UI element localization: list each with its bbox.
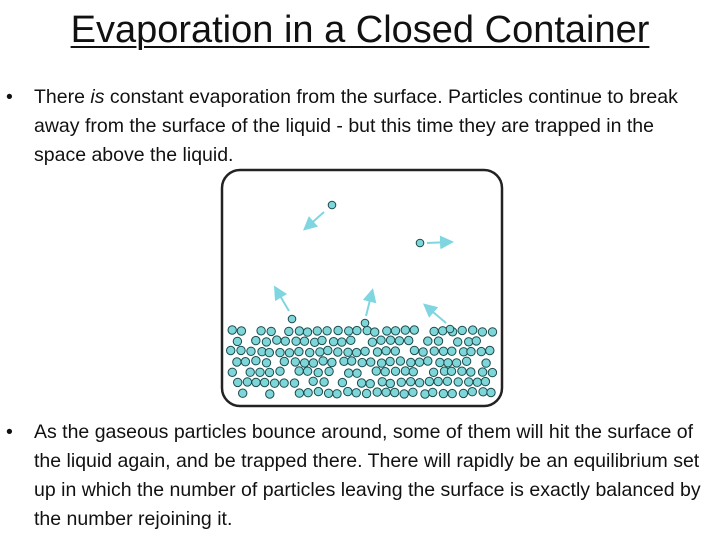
liquid-particle — [348, 357, 356, 365]
liquid-particle — [228, 368, 236, 376]
liquid-particle — [276, 348, 284, 356]
liquid-particle — [415, 379, 423, 387]
gas-particle — [446, 325, 454, 333]
liquid-particle — [448, 389, 456, 397]
liquid-particle — [407, 358, 415, 366]
liquid-particle — [429, 388, 437, 396]
gas-particle — [361, 319, 369, 327]
liquid-particle — [419, 348, 427, 356]
liquid-particle — [378, 378, 386, 386]
liquid-particle — [324, 346, 332, 354]
liquid-particle — [280, 357, 288, 365]
liquid-particle — [353, 326, 361, 334]
liquid-particle — [357, 379, 365, 387]
liquid-particle — [227, 346, 235, 354]
liquid-particle — [280, 379, 288, 387]
liquid-particle — [233, 358, 241, 366]
liquid-particle — [285, 349, 293, 357]
liquid-particle — [409, 388, 417, 396]
liquid-particle — [468, 388, 476, 396]
liquid-particle — [237, 346, 245, 354]
liquid-particle — [479, 388, 487, 396]
liquid-particle — [228, 326, 236, 334]
liquid-particle — [324, 389, 332, 397]
liquid-particle — [352, 389, 360, 397]
liquid-particle — [366, 380, 374, 388]
liquid-particle — [415, 358, 423, 366]
liquid-particle — [237, 327, 245, 335]
liquid-particle — [344, 348, 352, 356]
liquid-particle — [344, 387, 352, 395]
liquid-particle — [448, 347, 456, 355]
liquid-particle — [425, 377, 433, 385]
liquid-particle — [290, 379, 298, 387]
liquid-particle — [391, 388, 399, 396]
gas-particle — [288, 315, 296, 323]
liquid-particle — [478, 328, 486, 336]
liquid-particle — [340, 357, 348, 365]
liquid-particle — [316, 348, 324, 356]
liquid-particle — [473, 378, 481, 386]
liquid-particle — [465, 338, 473, 346]
bullet-evaporation — [6, 83, 706, 170]
liquid-particle — [477, 347, 485, 355]
liquid-particle — [262, 359, 270, 367]
liquid-particle — [447, 367, 455, 375]
liquid-particle — [391, 367, 399, 375]
liquid-particle — [291, 358, 299, 366]
liquid-particle — [267, 327, 275, 335]
liquid-particle — [401, 326, 409, 334]
liquid-particle — [328, 358, 336, 366]
liquid-particle — [260, 378, 268, 386]
liquid-particle — [303, 367, 311, 375]
liquid-particle — [434, 377, 442, 385]
liquid-particle — [319, 357, 327, 365]
liquid-particle — [300, 337, 308, 345]
liquid-particle — [338, 378, 346, 386]
liquid-particle — [439, 389, 447, 397]
liquid-particle — [265, 348, 273, 356]
liquid-particle — [383, 327, 391, 335]
liquid-particle — [488, 368, 496, 376]
liquid-particle — [439, 347, 447, 355]
liquid-particle — [233, 337, 241, 345]
liquid-particle — [410, 326, 418, 334]
liquid-particle — [488, 328, 496, 336]
liquid-particle — [345, 327, 353, 335]
liquid-particle — [462, 357, 470, 365]
liquid-particle — [454, 378, 462, 386]
liquid-particle — [482, 359, 490, 367]
liquid-particle — [334, 348, 342, 356]
liquid-particle — [465, 378, 473, 386]
liquid-particle — [281, 337, 289, 345]
liquid-particle — [243, 378, 251, 386]
liquid-particle — [391, 347, 399, 355]
liquid-particle — [401, 367, 409, 375]
slide-title: Evaporation in a Closed Container — [70, 9, 650, 51]
liquid-particle — [421, 390, 429, 398]
liquid-particle — [400, 390, 408, 398]
liquid-particle — [372, 367, 380, 375]
liquid-particle — [386, 357, 394, 365]
liquid-particle — [458, 367, 466, 375]
liquid-particle — [472, 337, 480, 345]
liquid-particle — [329, 338, 337, 346]
liquid-particle — [429, 368, 437, 376]
liquid-particle — [285, 327, 293, 335]
liquid-particle — [252, 378, 260, 386]
liquid-particle — [452, 359, 460, 367]
liquid-particle — [367, 358, 375, 366]
liquid-particle — [459, 389, 467, 397]
liquid-particle — [397, 378, 405, 386]
liquid-particle — [396, 357, 404, 365]
liquid-particle — [382, 388, 390, 396]
emphasis-is: is — [90, 86, 105, 108]
liquid-particle — [246, 368, 254, 376]
liquid-particle — [486, 346, 494, 354]
liquid-particle — [487, 388, 495, 396]
liquid-particle — [306, 348, 314, 356]
liquid-particle — [430, 327, 438, 335]
liquid-particle — [303, 328, 311, 336]
liquid-particle — [377, 336, 385, 344]
liquid-particle — [273, 336, 281, 344]
liquid-particle — [362, 389, 370, 397]
liquid-particle — [368, 338, 376, 346]
liquid-particle — [262, 338, 270, 346]
liquid-particle — [266, 390, 274, 398]
liquid-particle — [395, 337, 403, 345]
liquid-particle — [345, 369, 353, 377]
liquid-particle — [234, 378, 242, 386]
liquid-particle — [361, 347, 369, 355]
liquid-particle — [313, 327, 321, 335]
liquid-particle — [252, 336, 260, 344]
liquid-particle — [295, 389, 303, 397]
liquid-particle — [320, 378, 328, 386]
liquid-particle — [373, 348, 381, 356]
liquid-particle — [309, 359, 317, 367]
liquid-particle — [481, 377, 489, 385]
liquid-particle — [300, 359, 308, 367]
closed-container-diagram — [220, 168, 504, 408]
liquid-particle — [382, 347, 390, 355]
bullet-text: As the gaseous particles bounce around, some of them will hit the surface of the liquid again, and be trapped there. There will rapidly be an equilibrium set up in which the number of particles leaving the surface is exactly balanced by the number rejoining it. — [34, 421, 701, 530]
liquid-particle — [409, 368, 417, 376]
gas-particle — [328, 201, 336, 209]
gas-particle — [416, 239, 424, 247]
liquid-particle — [333, 390, 341, 398]
liquid-particle — [386, 336, 394, 344]
bullet-marker: • — [6, 421, 13, 443]
liquid-particle — [318, 336, 326, 344]
liquid-particle — [247, 347, 255, 355]
liquid-particle — [276, 367, 284, 375]
liquid-particle — [405, 336, 413, 344]
liquid-particle — [443, 377, 451, 385]
liquid-particle — [314, 368, 322, 376]
liquid-particle — [363, 326, 371, 334]
liquid-particle — [295, 327, 303, 335]
bullet-marker: • — [6, 86, 13, 108]
liquid-particle — [309, 377, 317, 385]
liquid-particle — [410, 346, 418, 354]
liquid-particle — [292, 337, 300, 345]
liquid-particle — [256, 368, 264, 376]
liquid-particle — [434, 337, 442, 345]
liquid-particle — [467, 347, 475, 355]
liquid-particle — [325, 367, 333, 375]
liquid-particle — [458, 326, 466, 334]
liquid-particle — [436, 358, 444, 366]
liquid-particle — [334, 326, 342, 334]
liquid-particle — [371, 328, 379, 336]
bullet-text: There is constant evaporation from the surface. Particles continue to break away from the surface of the liquid - but this time they are trapped in the space above the liquid. — [34, 86, 678, 166]
liquid-particle — [353, 369, 361, 377]
liquid-particle — [239, 389, 247, 397]
liquid-particle — [270, 379, 278, 387]
liquid-particle — [373, 388, 381, 396]
liquid-particle — [323, 327, 331, 335]
liquid-particle — [257, 327, 265, 335]
liquid-particle — [377, 359, 385, 367]
bullet-equilibrium — [6, 418, 706, 534]
liquid-particle — [265, 368, 273, 376]
liquid-particle — [252, 357, 260, 365]
liquid-particle — [347, 336, 355, 344]
liquid-particle — [430, 347, 438, 355]
liquid-particle — [338, 338, 346, 346]
liquid-particle — [439, 327, 447, 335]
liquid-particle — [478, 368, 486, 376]
liquid-particle — [444, 359, 452, 367]
liquid-particle — [358, 358, 366, 366]
liquid-particle — [304, 389, 312, 397]
liquid-particle — [386, 379, 394, 387]
liquid-particle — [352, 348, 360, 356]
liquid-particle — [424, 337, 432, 345]
liquid-particle — [469, 326, 477, 334]
liquid-particle — [295, 347, 303, 355]
liquid-particle — [241, 358, 249, 366]
liquid-particle — [467, 368, 475, 376]
liquid-particle — [454, 338, 462, 346]
motion-arrow — [427, 242, 450, 243]
liquid-particle — [314, 387, 322, 395]
liquid-particle — [407, 378, 415, 386]
liquid-particle — [295, 367, 303, 375]
liquid-particle — [391, 327, 399, 335]
liquid-particle — [424, 357, 432, 365]
liquid-particle — [381, 368, 389, 376]
